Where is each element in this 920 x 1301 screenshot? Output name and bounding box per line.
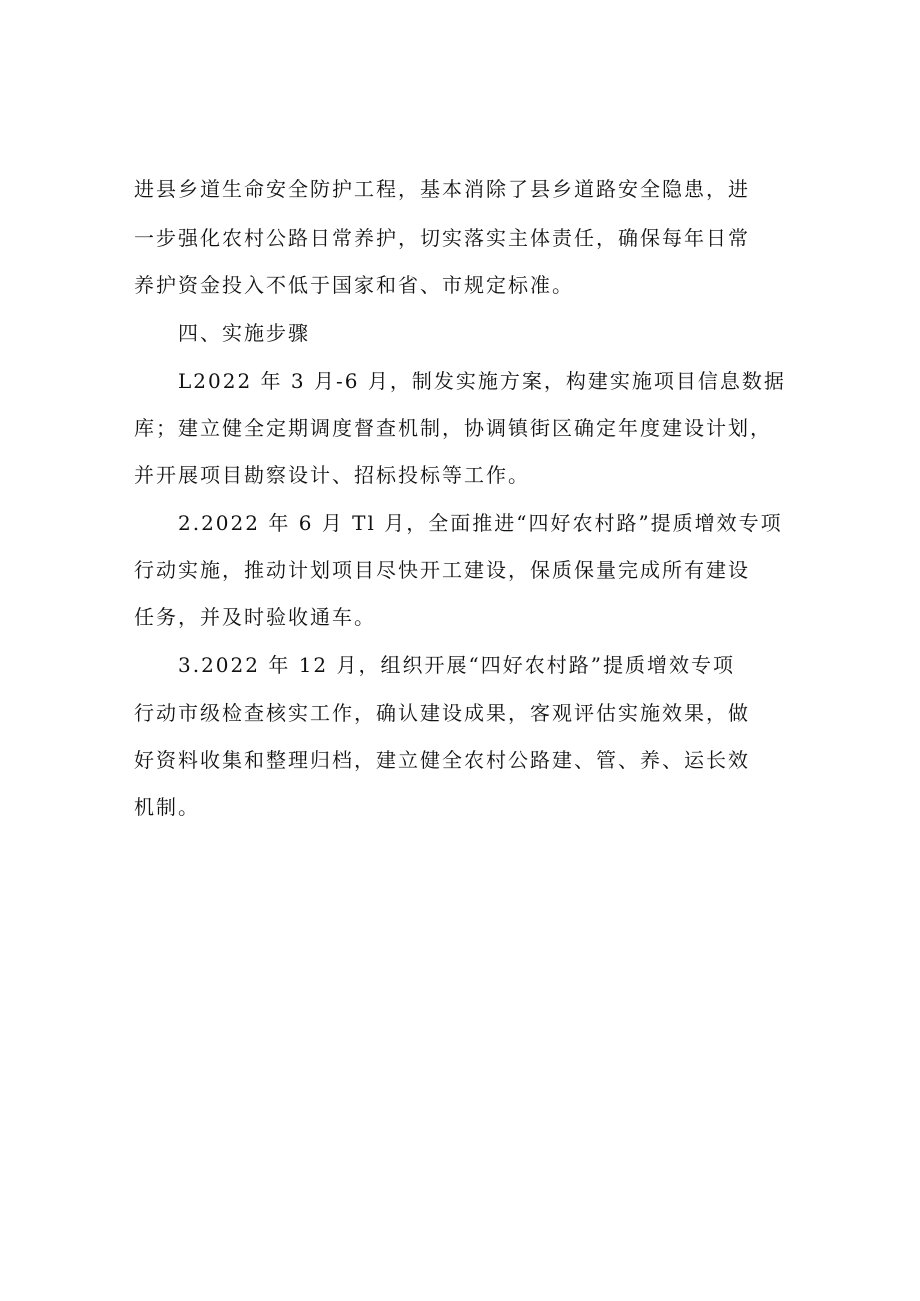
paragraph-line: L2022 年 3 月-6 月，制发实施方案，构建实施项目信息数据 xyxy=(178,369,786,393)
paragraph-line: 库；建立健全定期调度督查机制，协调镇街区确定年度建设计划， xyxy=(134,416,772,440)
section-heading: 四、实施步骤 xyxy=(178,321,310,345)
paragraph-line: 养护资金投入不低于国家和省、市规定标准。 xyxy=(134,273,574,297)
paragraph-line: 一步强化农村公路日常养护，切实落实主体责任，确保每年日常 xyxy=(134,226,750,250)
paragraph-line: 任务，并及时验收通车。 xyxy=(134,605,376,629)
paragraph-line: 行动实施，推动计划项目尽快开工建设，保质保量完成所有建设 xyxy=(134,558,750,582)
paragraph-line: 进县乡道生命安全防护工程，基本消除了县乡道路安全隐患，进 xyxy=(134,177,750,201)
paragraph-line: 3.2022 年 12 月，组织开展“四好农村路”提质增效专项 xyxy=(178,653,735,677)
paragraph-line: 2.2022 年 6 月 Tl 月，全面推进“四好农村路”提质增效专项 xyxy=(178,511,783,535)
paragraph-line: 机制。 xyxy=(134,795,200,819)
paragraph-line: 并开展项目勘察设计、招标投标等工作。 xyxy=(134,463,530,487)
paragraph-line: 好资料收集和整理归档，建立健全农村公路建、管、养、运长效 xyxy=(134,748,750,772)
paragraph-line: 行动市级检查核实工作，确认建设成果，客观评估实施效果，做 xyxy=(134,701,750,725)
